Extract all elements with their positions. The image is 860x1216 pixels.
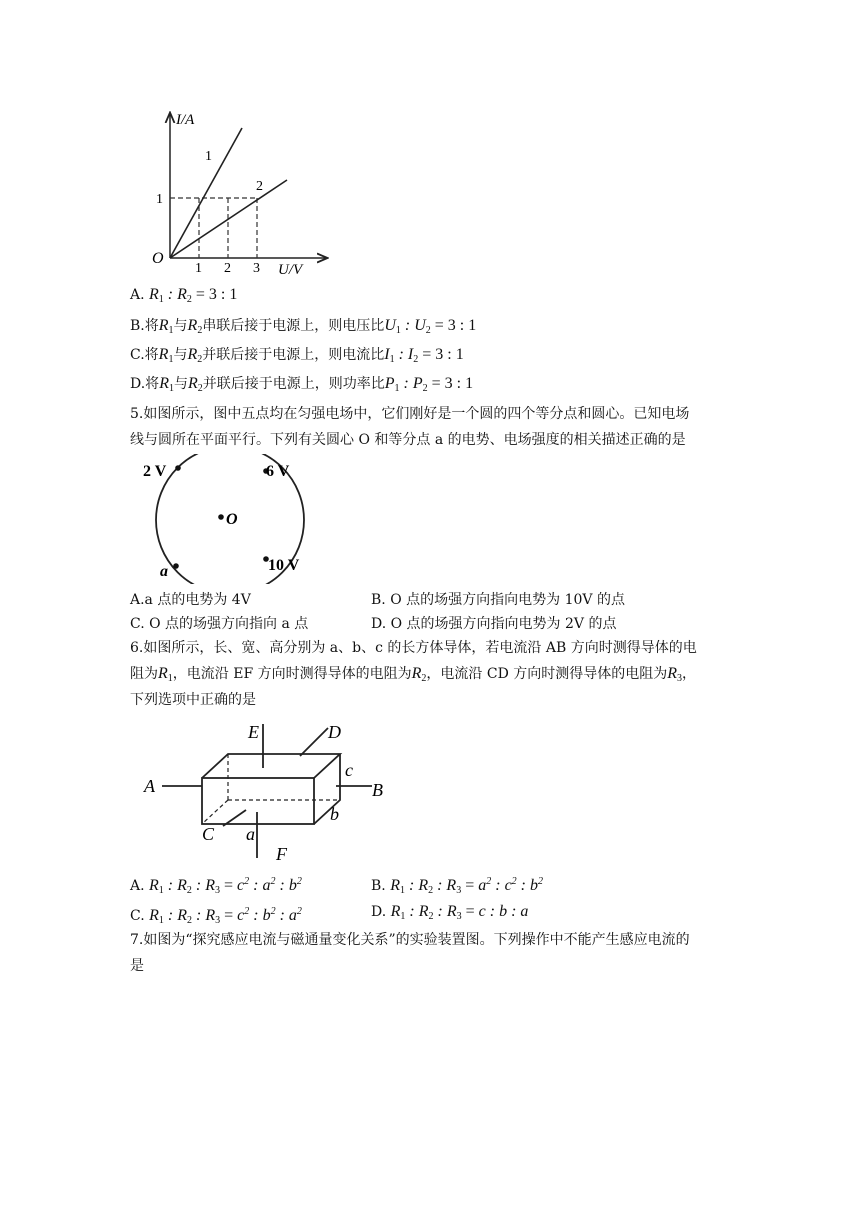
cuboid-front [202, 778, 314, 824]
q6-stem-line3: 下列选项中正确的是 [130, 692, 256, 708]
q4-option-d-mid1: 与 [173, 376, 188, 392]
q4-option-d-mid2: 并联后接于电源上，则功率比 [202, 376, 385, 392]
q4-option-b-ratio: = 3 : 1 [434, 317, 477, 334]
hidden-edge-d [202, 800, 228, 824]
label-A: A [144, 776, 155, 796]
label-D: D [328, 722, 341, 742]
q4-option-c-mid1: 与 [173, 347, 188, 363]
label-a: a [246, 824, 255, 844]
q5-option-c: C. O 点的场强方向指向 a 点 [130, 616, 309, 632]
q6-option-a-prefix: A. [130, 878, 145, 894]
q5-stem-line2: 线与圆所在平面平行。下列有关圆心 O 和等分点 a 的电势、电场强度的相关描述正确的是 [130, 432, 686, 448]
origin-label: O [152, 250, 164, 267]
q4-option-b-prefix: B.将 [130, 318, 159, 334]
q4-option-c-mid2: 并联后接于电源上，则电流比 [202, 347, 385, 363]
line2-label: 2 [256, 179, 263, 194]
x-tick-3: 3 [253, 261, 260, 276]
x-tick-2: 2 [224, 261, 231, 276]
q7-stem-line2: 是 [130, 958, 144, 974]
x-axis-label: U/V [278, 262, 303, 278]
label-E: E [248, 722, 259, 742]
q6-option-b-prefix: B. [371, 878, 386, 894]
q4-option-c: C.将$R_1$与$R_2$并联后接于电源上，则电流比$I_1$ : $I_2 = 3$ : 1 [130, 346, 464, 365]
q6-option-d: D. $R_1$ : $R_2$ : $R_3 = c$ : b : a [371, 903, 529, 922]
iu-graph [150, 108, 330, 278]
point-a [173, 563, 179, 569]
label-F: F [276, 844, 287, 864]
x-tick-1: 1 [195, 261, 202, 276]
point-center [218, 514, 224, 520]
q6-stem-line2-b: ，电流沿 EF 方向时测得导体的电阻为 [172, 666, 412, 682]
label-C: C [202, 824, 215, 844]
q6-option-c: C. $R_1$ : $R_2$ : $R_3 = c^2$ : $b^2$ : $a^2$ [130, 906, 302, 926]
q6-option-b: B. $R_1$ : $R_2$ : $R_3 = a^2$ : $c^2$ : $b^2$ [371, 876, 543, 896]
line-1 [170, 128, 242, 258]
q7-stem-line1: 7.如图为“探究感应电流与磁通量变化关系”的实验装置图。下列操作中不能产生感应电流的 [130, 932, 690, 948]
q4-option-d-prefix: D.将 [130, 376, 160, 392]
y-axis-label: I/A [176, 112, 195, 128]
q4-option-b: B.将$R_1$与$R_2$串联后接于电源上，则电压比$U_1$ : $U_2 = 3$ : 1 [130, 317, 477, 336]
label-B: B [372, 780, 383, 800]
q6-stem-line1: 6.如图所示，长、宽、高分别为 a、b、c 的长方体导体，若电流沿 AB 方向时测得导体的电 [130, 640, 697, 656]
label-10v: 10 V [268, 557, 300, 574]
q5-stem-line1: 5.如图所示，图中五点均在匀强电场中，它们刚好是一个圆的四个等分点和圆心。已知电场 [130, 406, 690, 422]
q6-option-c-prefix: C. [130, 908, 145, 924]
q6-stem-line2-c: ，电流沿 CD 方向时测得导体的电阻为 [426, 666, 668, 682]
label-6v: 6 V [266, 463, 290, 480]
q4-option-d-ratio: = 3 : 1 [431, 375, 474, 392]
y-tick-1: 1 [156, 192, 163, 207]
q4-option-b-mid1: 与 [173, 318, 188, 334]
circle-field-figure [135, 454, 325, 584]
line1-label: 1 [205, 149, 212, 164]
q4-option-c-ratio: = 3 : 1 [422, 346, 464, 363]
label-b: b [330, 804, 339, 824]
q4-option-a: A. $R_1$ : $R_2 = 3$ : 1 [130, 286, 238, 305]
q6-option-a: A. $R_1$ : $R_2$ : $R_3 = c^2$ : $a^2$ : $b^2$ [130, 876, 302, 896]
q5-option-a: A.a 点的电势为 4V [130, 592, 251, 608]
q5-option-b: B. O 点的场强方向指向电势为 10V 的点 [371, 592, 625, 608]
q6-option-d-prefix: D. [371, 904, 387, 920]
label-a: a [160, 563, 168, 580]
label-c: c [345, 760, 353, 780]
q4-option-b-mid2: 串联后接于电源上，则电压比 [202, 318, 385, 334]
q6-stem-line2-a: 阻为 [130, 666, 158, 682]
wire-d [300, 728, 328, 756]
point-top-left [175, 465, 181, 471]
label-o: O [226, 511, 238, 528]
q4-option-a-prefix: A. [130, 287, 145, 303]
cuboid-figure [140, 716, 400, 866]
q5-option-d: D. O 点的场强方向指向电势为 2V 的点 [371, 616, 617, 632]
q4-option-d: D.将$R_1$与$R_2$并联后接于电源上，则功率比$P_1$ : $P_2 = 3$ : 1 [130, 375, 474, 394]
cuboid-top [202, 754, 340, 778]
label-2v: 2 V [143, 463, 167, 480]
q6-stem-line2: 阻为$R_1$，电流沿 EF 方向时测得导体的电阻为$R_2$，电流沿 CD 方向时测得导体的电阻为$R_3$， [130, 665, 697, 684]
q4-option-c-prefix: C.将 [130, 347, 159, 363]
